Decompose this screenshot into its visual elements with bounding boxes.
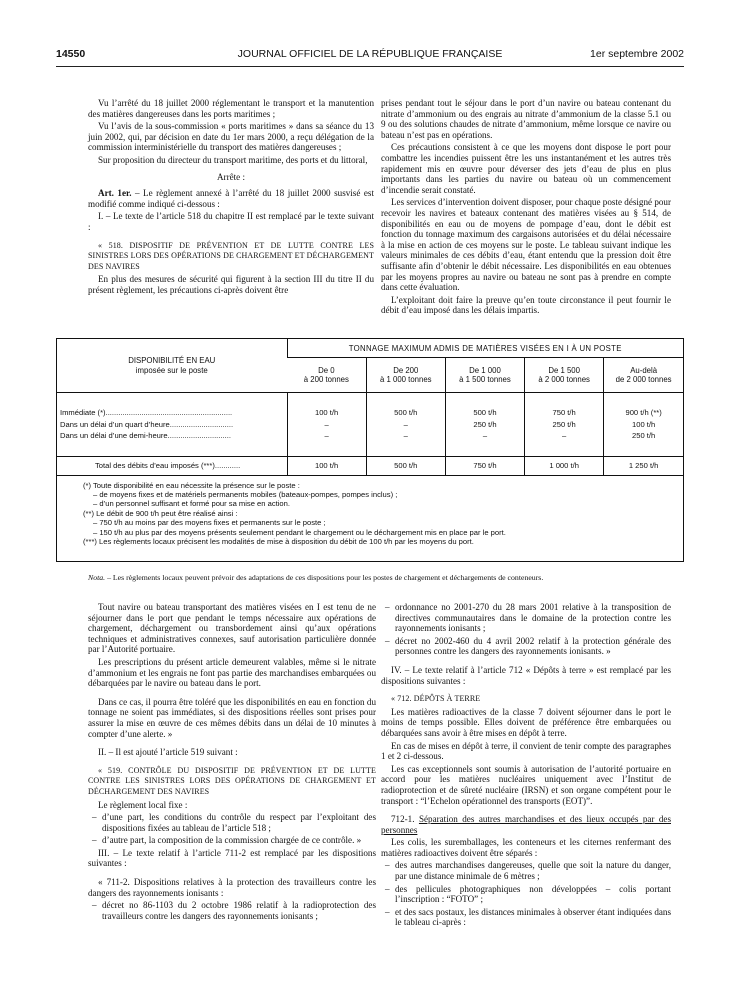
- paragraph: En cas de mises en dépôt à terre, il convient de tenir compte des paragraphes 1 et 2 ci-dessous.: [381, 740, 671, 762]
- paragraph: Les prescriptions du présent article demeurent valables, même si le nitrate d’ammonium et les engrais ne font pas partie des marchandises embarquées ou débarquées par le navire ou bateau dans le port.: [88, 656, 376, 689]
- paragraph: Vu l’arrêté du 18 juillet 2000 réglementant le transport et la manutention des matières dangereuses dans les ports maritimes ;: [88, 98, 374, 119]
- article-712-1-heading: [381, 814, 671, 835]
- row-label: Total des débits d’eau imposés (***)............: [57, 456, 287, 475]
- list-item: – ordonnance no 2001-270 du 28 mars 2001 relative à la transposition de directives communautaires dans le domaine de la protection contre les rayonnements ionisants ;: [381, 602, 671, 634]
- paragraph: Sur proposition du directeur du transport maritime, des ports et du littoral,: [98, 154, 368, 165]
- paragraph: « 711-2. Dispositions relatives à la protection des travailleurs contre les dangers des rayonnements ionisants :: [88, 877, 376, 898]
- row-label-text: Dans un délai d’un quart d’heure: [60, 419, 170, 429]
- column-header-line: de 2 000 tonnes: [615, 375, 672, 384]
- column-2: [381, 98, 671, 318]
- table-cell: 500 t/h: [366, 407, 445, 419]
- table-cell: 250 t/h: [445, 419, 524, 431]
- column-1: [88, 98, 374, 298]
- paragraph: Vu l’avis de la sous-commission « ports maritimes » dans sa séance du 13 juin 2002, qui, par décision en date du 1er mars 2000, a reçu délégation de la commission interministérielle du transport des matières dangereuses ;: [88, 121, 374, 153]
- list-item: – d’une part, les conditions du contrôle du respect par l’exploitant des dispositions fixées au tableau de l’article 518 ;: [88, 812, 376, 833]
- column-header: [366, 358, 445, 393]
- table-cell: 100 t/h: [287, 407, 366, 419]
- paragraph: L’exploitant doit faire la preuve qu’en toute circonstance il peut fournir le débit d’eau imposé dans les délais impartis.: [381, 294, 671, 316]
- paragraph: Ces précautions consistent à ce que les moyens dont dispose le port pour combattre les incendies puissent être les uns instantanément et les autres très rapidement mis en œuvre pour déverser des jets d’eau de plus en plus importants dans les parties du navire ou bateau où un commencement d’incendie serait constaté.: [381, 142, 671, 195]
- nota-line: [88, 573, 688, 582]
- article-1-label: Art. 1er.: [98, 188, 132, 199]
- article-712-1-number: 712-1.: [391, 814, 419, 825]
- column-header-line: De 0: [318, 366, 335, 375]
- table-total-row: [57, 456, 683, 475]
- column-header: [445, 358, 524, 393]
- table-cell: 250 t/h: [525, 419, 604, 431]
- column-header-line: à 2 000 tonnes: [538, 375, 590, 384]
- paragraph: III. – Le texte relatif à l’article 711-2 est remplacé par les dispositions suivantes :: [88, 847, 376, 869]
- table-note: (*) Toute disponibilité en eau nécessite la présence sur le poste :: [83, 480, 300, 490]
- paragraph: Les matières radioactives de la classe 7 doivent séjourner dans le port le moins de temps possible. Elles doivent de préférence être embarquées ou débarquées sans avoir à être mises en dépôt à terre.: [381, 706, 671, 738]
- column-header: [604, 358, 683, 393]
- column-3: [88, 602, 376, 923]
- table-note: – de moyens fixes et de matériels permanents mobiles (bateaux-pompes, pompes inclus) ;: [93, 489, 398, 499]
- table-cell: –: [366, 430, 445, 442]
- table-cell: –: [445, 430, 524, 442]
- column-header-line: à 1 500 tonnes: [459, 375, 511, 384]
- journal-title: JOURNAL OFFICIEL DE LA RÉPUBLIQUE FRANÇAISE: [237, 48, 503, 60]
- row-label: Immédiate (*)............................................................: [60, 408, 233, 418]
- table-cell: 500 t/h: [445, 407, 524, 419]
- table-cell: –: [525, 430, 604, 442]
- paragraph: Les services d’intervention doivent disposer, pour chaque poste désigné pour recevoir les navires et bateaux contenant des matières visées au § 514, de disponibilités en eau ou de moyens de pompage d’eau, dont le débit est fonction du tonnage maximum des cargaisons autorisées et du délai nécessaire à la mise en action de ces moyens sur le poste. Le tableau suivant indique les valeurs minimales de ces débits d’eau, étant entendu que la pression doit être suffisante afin d’obtenir le débit nécessaire. Les disponibilités en eau obtenues par les moyens propres au navire ou bateau ne sont pas à prendre en compte dans cette évaluation.: [381, 197, 671, 293]
- header-rule: [56, 66, 684, 67]
- table-cell: 100 t/h: [604, 419, 683, 431]
- arrete-heading: Arrête :: [216, 171, 246, 182]
- row-label-text: Total des débits d’eau imposés (***): [95, 461, 215, 470]
- row-label: Dans un délai d’une demi-heure..............................: [60, 431, 231, 441]
- column-header: [525, 358, 604, 393]
- nota-label: Nota.: [88, 573, 106, 582]
- column-header-line: De 200: [393, 366, 419, 375]
- table-cell: 250 t/h: [604, 430, 683, 442]
- row-label: Dans un délai d’un quart d’heure..............................: [60, 419, 234, 429]
- table-cell: 900 t/h (**): [604, 407, 683, 419]
- paragraph: Tout navire ou bateau transportant des matières visées en I est tenu de ne séjourner dans le port que pendant le temps nécessaire aux opérations de chargement, déchargement ou transbordement ainsi qu’aux opérations techniques et administratives connexes, sauf autorisation particulière donnée par l’Autorité portuaire.: [88, 602, 376, 655]
- list-item: – des autres marchandises dangereuses, quelle que soit la nature du danger, par une distance minimale de 6 mètres ;: [381, 860, 671, 881]
- table-header-top: TONNAGE MAXIMUM ADMIS DE MATIÈRES VISÉES EN I À UN POSTE: [287, 339, 683, 358]
- paragraph: II. – Il est ajouté l’article 519 suivant :: [98, 747, 238, 758]
- list-item: – et des sacs postaux, les distances minimales à observer étant indiquées dans le tableau ci-après :: [381, 907, 671, 928]
- issue-date: 1er septembre 2002: [590, 48, 684, 60]
- paragraph: En plus des mesures de sécurité qui figurent à la section III du titre II du présent règlement, les précautions ci-après doivent être: [88, 274, 374, 295]
- water-availability-table: [56, 338, 684, 562]
- table-note: – d’un personnel suffisant et formé pour sa mise en action.: [93, 499, 290, 509]
- paragraph: Les colis, les suremballages, les conteneurs et les citernes renfermant des matières radioactives doivent être séparés :: [381, 837, 671, 858]
- table-cell: 1 250 t/h: [604, 456, 683, 475]
- article-519-title: « 519. CONTRÔLE DU DISPOSITIF DE PRÉVENTION ET DE LUTTE CONTRE LES SINISTRES LORS DES OPÉRATIONS DE CHARGEMENT ET DÉCHARGEMENT DES NAVIRES: [88, 765, 376, 796]
- table-notes: [57, 476, 683, 547]
- row-label-text: Dans un délai d’une demi-heure: [60, 431, 168, 441]
- list: [381, 860, 671, 928]
- column-4: [381, 602, 671, 930]
- table-row: [57, 430, 683, 442]
- column-header-line: Au-delà: [630, 366, 658, 375]
- page-number: 14550: [56, 48, 86, 60]
- table-note: (***) Les règlements locaux précisent les modalités de mise à disposition du débit de 100 t/h par les moyens du port.: [83, 536, 474, 546]
- table-cell: 100 t/h: [287, 456, 366, 475]
- paragraph: Les cas exceptionnels sont soumis à autorisation de l’autorité portuaire en accord pour les matières nucléaires uniquement avec l’Institut de radioprotection et de sûreté nucléaire (IRSN) et son organe compétent pour le transport : “l’Echelon opérationnel des transports (EOT)”.: [381, 763, 671, 806]
- paragraph: I. – Le texte de l’article 518 du chapitre II est remplacé par le texte suivant :: [88, 211, 374, 232]
- article-712-title: « 712. DÉPÔTS À TERRE: [391, 694, 481, 704]
- table-cell: –: [287, 419, 366, 431]
- table-note: – 750 t/h au moins par des moyens fixes et permanents sur le poste ;: [93, 518, 326, 528]
- table-row: [57, 419, 683, 431]
- list: [88, 900, 376, 921]
- column-header-line: à 1 000 tonnes: [379, 375, 432, 384]
- header-left-line-2: imposée sur le poste: [135, 365, 208, 375]
- table-cell: 500 t/h: [366, 456, 445, 475]
- table-header-left: [57, 339, 287, 393]
- header-left-line-1: DISPONIBILITÉ EN EAU: [128, 355, 216, 365]
- column-header-line: à 200 tonnes: [303, 375, 349, 384]
- article-1: [88, 188, 374, 209]
- paragraph: Dans ce cas, il pourra être toléré que les disponibilités en eau en fonction du tonnage ne soient pas immédiates, si des dispositions réelles sont prises pour assurer la mise en œuvre de ces mêmes débits dans un délai de 10 minutes à compter d’une alerte. »: [88, 696, 376, 739]
- table-cell: –: [366, 419, 445, 431]
- article-518-title: « 518. DISPOSITIF DE PRÉVENTION ET DE LUTTE CONTRE LES SINISTRES LORS DES OPÉRATIONS DE CHARGEMENT ET DÉCHARGEMENT DES NAVIRES: [88, 240, 374, 271]
- page-header: [56, 48, 684, 64]
- list-item: – décret no 2002-460 du 4 avril 2002 relatif à la protection générale des personnes contre les dangers des rayonnements ionisants. »: [381, 636, 671, 657]
- table-note: – 150 t/h au plus par des moyens présents seulement pendant le chargement ou le déchargement mis en place par le port.: [93, 527, 506, 537]
- list: [88, 812, 376, 846]
- list-item: – d’autre part, la composition de la commission chargée de ce contrôle. »: [88, 835, 376, 846]
- paragraph: prises pendant tout le séjour dans le port d’un navire ou bateau contenant du nitrate d’ammonium ou des engrais au nitrate d’ammonium de la classe 5.1 ou 9 ou des solutions chaudes de nitrate d’ammonium, même lorsque ce navire ou bateau n’est pas en opérations.: [381, 98, 671, 140]
- table-cell: 1 000 t/h: [525, 456, 604, 475]
- article-712-1-title: Séparation des autres marchandises et des lieux occupés par des personnes: [381, 814, 671, 835]
- nota-text: – Les règlements locaux peuvent prévoir des adaptations de ces dispositions pour les postes de chargement et déchargements de conteneurs.: [105, 573, 544, 582]
- column-header-line: De 1 500: [548, 366, 580, 375]
- list-item: – des pellicules photographiques non développées – colis portant l’inscription : “FOTO” ;: [381, 884, 671, 905]
- paragraph: Le règlement local fixe :: [98, 799, 188, 810]
- paragraph: IV. – Le texte relatif à l’article 712 « Dépôts à terre » est remplacé par les dispositions suivantes :: [381, 664, 671, 686]
- column-header-line: De 1 000: [469, 366, 501, 375]
- table-note: (**) Le débit de 900 t/h peut être réalisé ainsi :: [83, 508, 238, 518]
- table-cell: 750 t/h: [525, 407, 604, 419]
- list-item: – décret no 86-1103 du 2 octobre 1986 relatif à la radioprotection des travailleurs contre les dangers des rayonnements ionisants ;: [88, 900, 376, 921]
- table-cell: 750 t/h: [445, 456, 524, 475]
- article-1-text: – Le règlement annexé à l’arrêté du 18 juillet 2000 susvisé est modifié comme indiqué ci-dessous :: [88, 188, 374, 209]
- table-row: [57, 407, 683, 419]
- row-label-text: Immédiate (*): [60, 408, 106, 418]
- list: [381, 602, 671, 657]
- column-header: [287, 358, 366, 393]
- table-cell: –: [287, 430, 366, 442]
